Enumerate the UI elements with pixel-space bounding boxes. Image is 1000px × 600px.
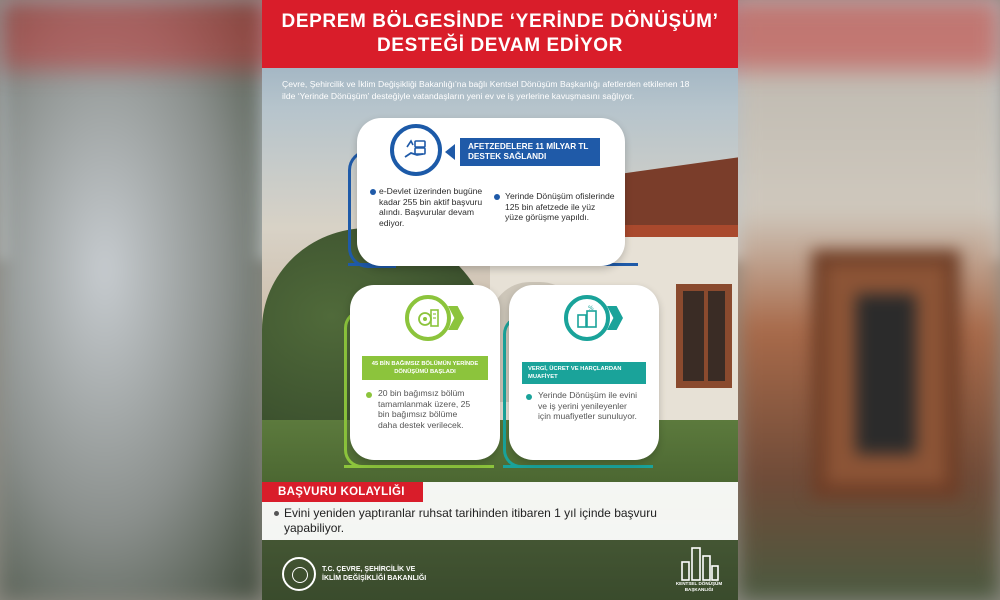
gear-building-icon [405, 295, 451, 341]
teal-connector-bottom [503, 465, 653, 468]
ministry-seal-icon [282, 557, 316, 591]
bullet-applications: e-Devlet üzerinden bugüne kadar 255 bin aktif başvuru alındı. Başvurular devam ediyor. [379, 186, 483, 228]
badge-suffix: DESTEK SAĞLANDI [468, 152, 547, 161]
exemption-badge: VERGİ, ÜCRET VE HARÇLARDAN MUAFİYET [522, 362, 646, 384]
logo-line-1: KENTSEL DÖNÜŞÜM [675, 581, 723, 586]
logo-line-2: BAŞKANLIĞI [684, 587, 714, 592]
title-line-2: DESTEĞİ DEVAM EDİYOR [376, 35, 623, 56]
application-text: Evini yeniden yaptıranlar ruhsat tarihinden itibaren 1 yıl içinde başvuru yapabiliyor. [284, 506, 657, 535]
badge-prefix: AFETZEDELERE [468, 142, 536, 151]
support-badge [460, 138, 600, 166]
money-hand-icon [390, 124, 442, 176]
tax-building-icon [564, 295, 610, 341]
intro-text: Çevre, Şehircilik ve İklim Değişikliği Bakanlığı’na bağlı Kentsel Dönüşüm Başkanlığı afetlerden etkilenen 18 ilde ‘Yerinde Dönüşüm’ desteğiyle vatandaşların yeni ev ve iş yerlerine kavuşmasını sağlıyor. [282, 79, 690, 101]
bullet-dot [526, 394, 532, 400]
house-window [676, 284, 732, 388]
units-badge: 45 BİN BAĞIMSIZ BÖLÜMÜN YERİNDE DÖNÜŞÜMÜ BAŞLADI [362, 356, 488, 380]
bullet-dot [370, 189, 376, 195]
badge-highlight: 11 MİLYAR TL [535, 142, 589, 151]
badge-pointer [445, 144, 455, 160]
title-line-1: DEPREM BÖLGESİNDE ‘YERİNDE DÖNÜŞÜM’ [281, 11, 719, 32]
bullet-meetings: Yerinde Dönüşüm ofislerinde 125 bin afetzede ile yüz yüze görüşme yapıldı. [505, 191, 615, 222]
bullet-exemption: Yerinde Dönüşüm ile evini ve iş yerini yenileyenler için muafiyetler sunuluyor. [538, 390, 638, 421]
svg-text:%: % [588, 305, 594, 312]
background-window [812, 250, 960, 498]
infographic-poster [262, 0, 738, 600]
ministry-name [322, 565, 426, 583]
bullet-dot [366, 392, 372, 398]
ministry-line-2: İKLİM DEĞİŞİKLİĞİ BAKANLIĞI [322, 575, 427, 582]
application-tag: BAŞVURU KOLAYLIĞI [262, 482, 423, 502]
bullet-units: 20 bin bağımsız bölüm tamamlanmak üzere, 25 bin bağımsız bölüme daha destek verilecek. [378, 388, 471, 430]
green-connector-bottom [344, 465, 494, 468]
bullet-dot [494, 194, 500, 200]
background-left-blur [0, 0, 262, 600]
logo-caption [666, 581, 732, 593]
bullet-dot [274, 511, 279, 516]
ministry-line-1: T.C. ÇEVRE, ŞEHİRCİLİK VE [322, 566, 416, 573]
title-banner [262, 0, 738, 68]
